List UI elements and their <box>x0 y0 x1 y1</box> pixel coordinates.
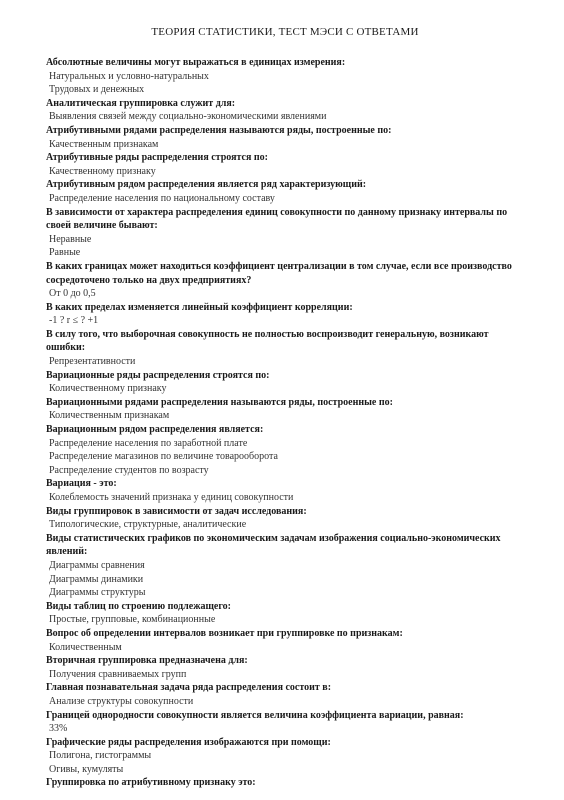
question-text: Границей однородности совокупности является величина коэффициента вариации, равная: <box>46 709 464 721</box>
question-text: Аналитическая группировка служит для: <box>46 97 236 109</box>
answer-text: Колеблемость значений признака у единиц совокупности <box>49 492 294 503</box>
question-text: В силу того, что выборочная совокупность не полностью воспроизводит генеральную, возникают ошибки: <box>46 328 489 354</box>
qa-block <box>46 654 524 681</box>
question-text: Атрибутивные ряды распределения строятся по: <box>46 152 268 164</box>
answer-text: 33% <box>49 723 68 735</box>
qa-block <box>46 328 524 369</box>
answer-text: Распределение населения по заработной плате <box>49 437 248 449</box>
answer-text: Количественному признаку <box>49 383 167 395</box>
qa-block <box>46 301 524 328</box>
document-title: ТЕОРИЯ СТАТИСТИКИ, ТЕСТ МЭСИ С ОТВЕТАМИ <box>151 26 419 38</box>
qa-block <box>46 736 524 777</box>
question-text: Виды группировок в зависимости от задач исследования: <box>46 505 307 517</box>
answer-text: -1 ? r ≤ ? +1 <box>49 315 99 327</box>
qa-block <box>46 627 524 654</box>
question-text: Графические ряды распределения изображаются при помощи: <box>46 736 331 748</box>
question-text: Атрибутивными рядами распределения называются ряды, построенные по: <box>46 124 392 136</box>
qa-block <box>46 56 524 97</box>
answer-text: Распределение населения по национальному составу <box>49 192 275 204</box>
answer-text: Количественным признакам <box>49 410 170 422</box>
answer-text: Распределение магазинов по величине товарооборота <box>49 451 278 463</box>
qa-block <box>46 151 524 178</box>
qa-block <box>46 369 524 396</box>
qa-block <box>46 600 524 627</box>
qa-block <box>46 505 524 532</box>
answer-text: Репрезентативности <box>49 356 136 368</box>
answer-text: От 0 до 0,5 <box>49 288 96 300</box>
answer-text: Количественным <box>49 641 122 653</box>
qa-block <box>46 709 524 736</box>
question-text: Вариационным рядом распределения является: <box>46 424 264 436</box>
qa-block <box>46 681 524 708</box>
question-text: Группировка по атрибутивному признаку это: <box>46 777 256 789</box>
qa-block <box>46 124 524 151</box>
qa-block <box>46 260 524 301</box>
question-text: В каких границах может находиться коэффициент централизации в том случае, если все производство сосредоточено только на двух предприятиях? <box>46 260 512 286</box>
question-text: Виды статистических графиков по экономическим задачам изображения социально-экономических явлений: <box>46 532 501 558</box>
answer-text: Огивы, кумуляты <box>49 763 124 775</box>
question-text: Вопрос об определении интервалов возникает при группировке по признакам: <box>46 627 403 639</box>
answer-text: Качественным признакам <box>49 138 159 150</box>
question-text: Главная познавательная задача ряда распределения состоит в: <box>46 682 332 694</box>
qa-block <box>46 477 524 504</box>
answer-text: Равные <box>49 247 81 259</box>
qa-block <box>46 423 524 477</box>
answer-text: Типологические, структурные, аналитические <box>49 519 247 531</box>
answer-text: Получения сравниваемых групп <box>49 668 187 680</box>
question-text: Атрибутивным рядом распределения является ряд характеризующий: <box>46 179 367 191</box>
answer-text: Диаграммы динамики <box>49 573 144 585</box>
question-text: Вариация - это: <box>46 478 117 490</box>
question-text: В зависимости от характера распределения единиц совокупности по данному признаку интервалы по своей величине бывают: <box>46 206 508 232</box>
answer-text: Натуральных и условно-натуральных <box>49 70 209 82</box>
question-text: Вариационными рядами распределения называются ряды, построенные по: <box>46 396 393 408</box>
qa-list <box>46 56 524 790</box>
qa-block <box>46 776 524 790</box>
qa-block <box>46 178 524 205</box>
question-text: Виды таблиц по строению подлежащего: <box>46 600 231 612</box>
qa-block <box>46 532 524 600</box>
question-text: Вариационные ряды распределения строятся по: <box>46 369 270 381</box>
answer-text: Анализе структуры совокупности <box>49 695 194 707</box>
answer-text: Неравные <box>49 233 92 245</box>
answer-text: Качественному признаку <box>49 165 156 177</box>
question-text: В каких пределах изменяется линейный коэффициент корреляции: <box>46 301 353 313</box>
qa-block <box>46 206 524 260</box>
answer-text: Простые, групповые, комбинационные <box>49 614 216 626</box>
answer-text: Выявления связей между социально-экономическими явлениями <box>49 111 327 123</box>
answer-text: Диаграммы сравнения <box>49 559 145 571</box>
answer-text: Распределение студентов по возрасту <box>49 464 209 476</box>
answer-text: Полигона, гистограммы <box>49 750 152 762</box>
question-text: Вторичная группировка предназначена для: <box>46 655 248 667</box>
answer-text: Трудовых и денежных <box>49 84 145 96</box>
qa-block <box>46 97 524 124</box>
qa-block <box>46 396 524 423</box>
answer-text: Диаграммы структуры <box>49 587 146 599</box>
question-text: Абсолютные величины могут выражаться в единицах измерения: <box>46 57 346 68</box>
